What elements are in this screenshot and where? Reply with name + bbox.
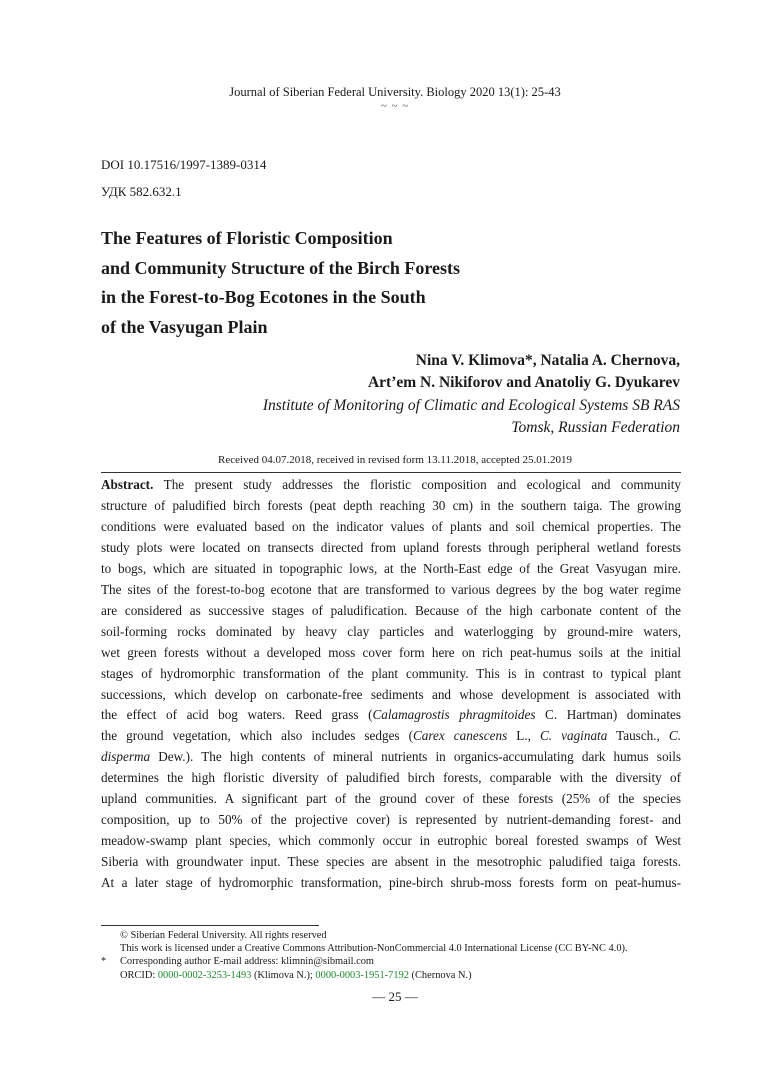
species-name: C. vaginata xyxy=(540,728,608,744)
corresponding-note: * Corresponding author E-mail address: klimnin@sibmail.com xyxy=(101,956,374,968)
title-line: The Features of Floristic Composition xyxy=(101,228,393,248)
abstract-line: composition, up to 50% of the projective cover) is represented by nutrient-demanding forest- and xyxy=(101,812,681,828)
abstract-line: meadow-swamp plant species, which commonly occur in eutrophic boreal forested swamps of West xyxy=(101,833,681,849)
affiliation-location: Tomsk, Russian Federation xyxy=(511,418,680,436)
abstract-line: study plots were located on transects directed from upland forests through peripheral wetland forests xyxy=(101,539,681,555)
abstract-line: to bogs, which are situated in topographic lows, at the North-East edge of the Great Vasyugan mire. xyxy=(101,560,681,576)
abstract-line: upland communities. A significant part of the ground cover of these forests (25% of the species xyxy=(101,791,681,807)
orcid-note: ORCID: 0000-0002-3253-1493 (Klimova N.); 0000-0003-1951-7192 (Chernova N.) xyxy=(120,969,472,981)
abstract-line: disperma Dew.). The high contents of mineral nutrients in organics-accumulating dark humus soils xyxy=(101,749,681,765)
abstract-line: the ground vegetation, which also includes sedges (Carex canescens L., C. vaginata Tausch., C. xyxy=(101,728,681,744)
orcid-link[interactable]: 0000-0002-3253-1493 xyxy=(157,969,252,981)
abstract-line: soil-forming rocks dominated by heavy clay particles and waterlogging by ground-mire waters, xyxy=(101,623,681,639)
title-line: and Community Structure of the Birch Forests xyxy=(101,257,460,278)
page-number: — 25 — xyxy=(372,989,418,1004)
paper-title xyxy=(101,224,661,342)
footnotes xyxy=(101,929,691,982)
received-dates: Received 04.07.2018, received in revised form 13.11.2018, accepted 25.01.2019 xyxy=(218,454,572,466)
abstract-line: wet green forests without a developed moss cover form here on rich peat-humus soils at the initial xyxy=(101,644,681,660)
species-name: Carex canescens xyxy=(413,728,508,744)
copyright-note: © Siberian Federal University. All rights reserved xyxy=(120,930,327,941)
udk-line: УДК 582.632.1 xyxy=(101,184,182,199)
abstract-top-rule xyxy=(101,472,681,473)
abstract-line: determines the high floristic diversity of paludified birch forests, comparable with the diversity of xyxy=(101,770,681,786)
abstract-line: The sites of the forest-to-bog ecotone that are transformed to various degrees by the bog water regime xyxy=(101,581,681,597)
abstract-label: Abstract. xyxy=(101,477,154,492)
author-line: Art’em N. Nikiforov and Anatoliy G. Dyukarev xyxy=(367,374,680,391)
abstract-line: At a later stage of hydromorphic transformation, pine-birch shrub-moss forests form on peat-humus- xyxy=(101,875,681,891)
author-line: Nina V. Klimova*, Natalia A. Chernova, xyxy=(415,352,680,369)
species-name: Calamagrostis phragmitoides xyxy=(372,707,536,723)
header-ornament: ~ ~ ~ xyxy=(380,100,410,112)
doi-line[interactable]: DOI 10.17516/1997-1389-0314 xyxy=(101,157,267,172)
abstract-line: Siberia with groundwater input. These species are absent in the mesotrophic paludified taiga forests. xyxy=(101,854,681,870)
license-note: This work is licensed under a Creative Commons Attribution-NonCommercial 4.0 International License (CC BY-NC 4.0). xyxy=(120,943,628,955)
species-name: C. xyxy=(668,728,681,744)
asterisk-mark: * xyxy=(101,956,107,968)
abstract-line: stages of hydromorphic transformation of the plant community. This is in contrast to typical plant xyxy=(101,665,681,681)
abstract-line: successions, which develop on carbonate-free sediments and whose development is associated with xyxy=(101,686,681,702)
abstract-line: are considered as successive stages of paludification. Because of the high carbonate content of the xyxy=(101,602,681,618)
abstract-line: the effect of acid bog waters. Reed grass (Calamagrostis phragmitoides C. Hartman) dominates xyxy=(101,707,681,723)
title-line: in the Forest-to-Bog Ecotones in the South xyxy=(101,287,426,307)
abstract-line: conditions were evaluated based on the indicator values of plants and soil chemical properties. The xyxy=(101,518,681,534)
affiliation-institute: Institute of Monitoring of Climatic and Ecological Systems SB RAS xyxy=(262,397,680,414)
abstract-line: structure of paludified birch forests (peat depth reaching 30 cm) in the southern taiga. The growing xyxy=(101,497,681,513)
author-list xyxy=(368,350,680,394)
abstract-line: Abstract. The present study addresses the floristic composition and ecological and community xyxy=(101,477,681,492)
journal-header: Journal of Siberian Federal University. Biology 2020 13(1): 25-43 xyxy=(229,85,561,99)
orcid-link[interactable]: 0000-0003-1951-7192 xyxy=(315,969,409,981)
species-name: disperma xyxy=(101,749,151,765)
title-line: of the Vasyugan Plain xyxy=(101,316,268,337)
abstract-block xyxy=(101,475,681,894)
footnote-rule xyxy=(101,925,319,926)
affiliation xyxy=(263,395,680,438)
